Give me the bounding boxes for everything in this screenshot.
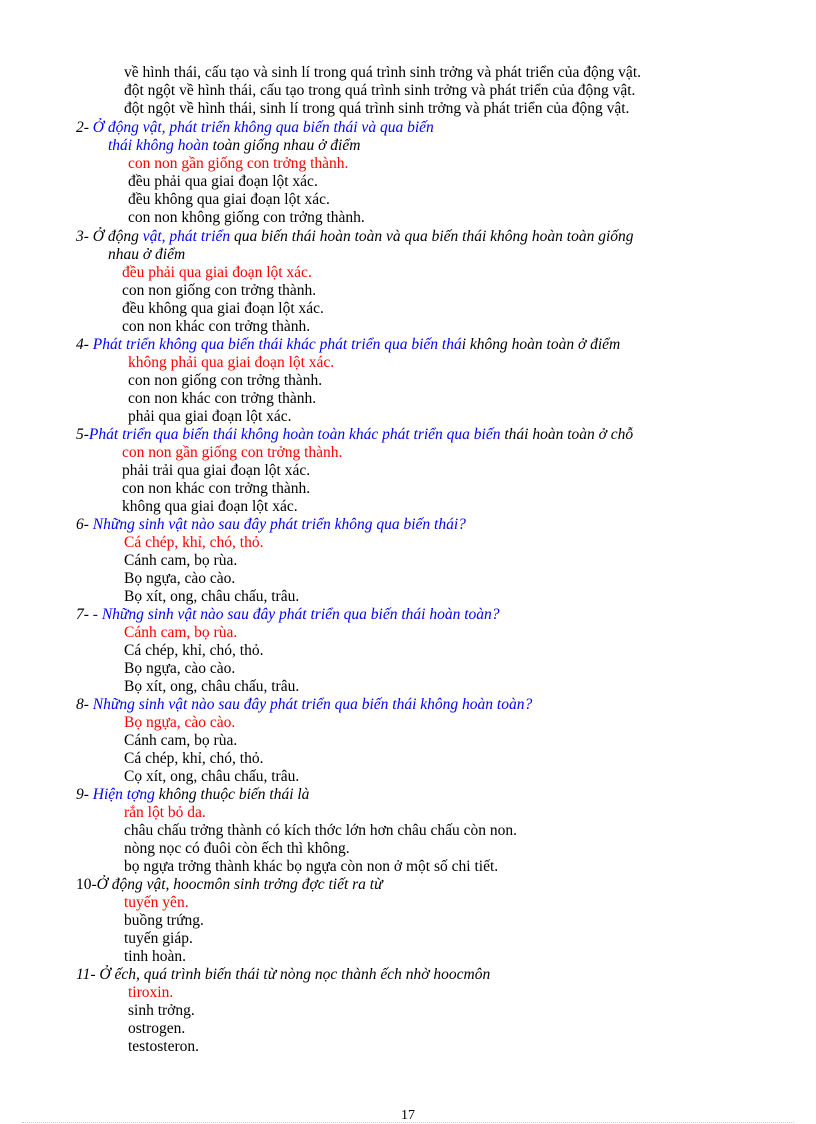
question-5-stem xyxy=(76,426,633,444)
answer-correct: Cánh cam, bọ rùa. xyxy=(124,624,238,641)
answer-option: Bọ ngựa, cào cào. xyxy=(124,570,236,587)
question-number: 6- xyxy=(76,516,93,533)
question-text: i không hoàn toàn ở điểm xyxy=(461,336,621,353)
answer-option: Bọ xít, ong, châu chấu, trâu. xyxy=(124,588,300,605)
question-text: thái không hoàn xyxy=(108,137,209,154)
answer-option: Cọ xít, ong, châu chấu, trâu. xyxy=(124,768,300,785)
answer-option: Cánh cam, bọ rùa. xyxy=(124,552,238,569)
question-number: 3- Ở động xyxy=(76,228,143,245)
question-11-stem xyxy=(76,966,490,984)
question-number: 5- xyxy=(76,426,89,443)
question-text: Những sinh vật nào sau đây phát triển không qua biến thái? xyxy=(92,516,466,533)
answer-correct: con non gần giống con trởng thành. xyxy=(128,155,349,172)
answer-option: không qua giai đoạn lột xác. xyxy=(122,498,298,515)
answer-correct: con non gần giống con trởng thành. xyxy=(122,444,343,461)
answer-option: sinh trởng. xyxy=(128,1002,195,1019)
question-text: Ở động vật, hoocmôn sinh trởng đợc tiết ra từ xyxy=(96,876,383,893)
question-text: - Những sinh vật nào sau đây phát triển qua biến thái hoàn toàn? xyxy=(92,606,500,623)
question-number: 10- xyxy=(76,876,97,893)
question-text: toàn giống nhau ở điểm xyxy=(208,137,361,154)
answer-correct: tiroxin. xyxy=(128,984,174,1001)
question-text: không thuộc biến thái là xyxy=(154,786,310,803)
question-text: Ở động vật, phát triển không qua biến thái và qua biến xyxy=(92,119,434,136)
text-line: đột ngột về hình thái, sinh lí trong quá trình sinh trởng và phát triển của động vật. xyxy=(124,100,630,117)
answer-option: bọ ngựa trởng thành khác bọ ngựa còn non ở một số chi tiết. xyxy=(124,858,499,875)
question-text: Hiện tợng xyxy=(92,786,155,803)
answer-correct: Bọ ngựa, cào cào. xyxy=(124,714,236,731)
answer-option: ostrogen. xyxy=(128,1020,186,1037)
answer-option: con non không giống con trởng thành. xyxy=(128,209,365,226)
answer-option: con non khác con trởng thành. xyxy=(122,480,311,497)
question-number: 9- xyxy=(76,786,93,803)
question-text: Phát triển qua biến thái không hoàn toàn khác phát triển qua biến xyxy=(88,426,501,443)
answer-option: nòng nọc có đuôi còn ếch thì không. xyxy=(124,840,350,857)
question-number: 8- xyxy=(76,696,93,713)
answer-option: đều phải qua giai đoạn lột xác. xyxy=(128,173,318,190)
answer-correct: rắn lột bỏ da. xyxy=(124,804,206,821)
answer-correct: đều phải qua giai đoạn lột xác. xyxy=(122,264,312,281)
question-text: thái hoàn toàn ở chỗ xyxy=(500,426,634,443)
answer-option: tuyến giáp. xyxy=(124,930,193,947)
question-4-stem xyxy=(76,336,620,354)
answer-option: tinh hoàn. xyxy=(124,948,186,965)
question-10-stem xyxy=(76,876,383,894)
answer-option: phải trải qua giai đoạn lột xác. xyxy=(122,462,311,479)
question-number: 7- xyxy=(76,606,93,623)
text-line: đột ngột về hình thái, cấu tạo trong quá trình sinh trởng và phát triển của động vật. xyxy=(124,82,636,99)
answer-option: buồng trứng. xyxy=(124,912,204,929)
question-3-stem-cont: nhau ở điểm xyxy=(108,246,186,263)
answer-option: con non giống con trởng thành. xyxy=(122,282,317,299)
answer-option: Cánh cam, bọ rùa. xyxy=(124,732,238,749)
answer-correct: tuyến yên. xyxy=(124,894,189,911)
answer-option: con non khác con trởng thành. xyxy=(128,390,317,407)
answer-option: Cá chép, khỉ, chó, thỏ. xyxy=(124,642,264,659)
question-2-stem-cont xyxy=(108,137,360,155)
answer-option: đều không qua giai đoạn lột xác. xyxy=(128,191,330,208)
question-number: 11- xyxy=(76,966,100,983)
question-7-stem xyxy=(76,606,500,624)
question-text: Ở ếch, quá trình biến thái từ nòng nọc thành ếch nhờ hoocmôn xyxy=(99,966,491,983)
answer-option: châu chấu trởng thành có kích thớc lớn hơn châu chấu còn non. xyxy=(124,822,518,839)
text-line: về hình thái, cấu tạo và sinh lí trong quá trình sinh trởng và phát triển của động vật. xyxy=(124,64,641,81)
question-6-stem xyxy=(76,516,466,534)
question-text: Phát triển không qua biến thái khác phát triển qua biến thá xyxy=(92,336,462,353)
answer-option: testosteron. xyxy=(128,1038,200,1055)
answer-option: con non khác con trởng thành. xyxy=(122,318,311,335)
question-number: 4- xyxy=(76,336,93,353)
question-text: qua biến thái hoàn toàn và qua biến thái không hoàn toàn giống xyxy=(230,228,634,245)
page-number: 17 xyxy=(401,1108,415,1123)
question-9-stem xyxy=(76,786,309,804)
answer-option: Cá chép, khỉ, chó, thỏ. xyxy=(124,750,264,767)
question-2-stem xyxy=(76,119,434,137)
answer-option: con non giống con trởng thành. xyxy=(128,372,323,389)
question-text: Những sinh vật nào sau đây phát triển qua biến thái không hoàn toàn? xyxy=(92,696,533,713)
answer-correct: không phải qua giai đoạn lột xác. xyxy=(128,354,335,371)
answer-option: Bọ ngựa, cào cào. xyxy=(124,660,236,677)
question-8-stem xyxy=(76,696,532,714)
question-number: 2- xyxy=(76,119,93,136)
answer-option: đều không qua giai đoạn lột xác. xyxy=(122,300,324,317)
question-3-stem xyxy=(76,228,634,246)
answer-option: phải qua giai đoạn lột xác. xyxy=(128,408,292,425)
answer-correct: Cá chép, khỉ, chó, thỏ. xyxy=(124,534,264,551)
answer-option: Bọ xít, ong, châu chấu, trâu. xyxy=(124,678,300,695)
question-text: vật, phát triển xyxy=(142,228,231,245)
